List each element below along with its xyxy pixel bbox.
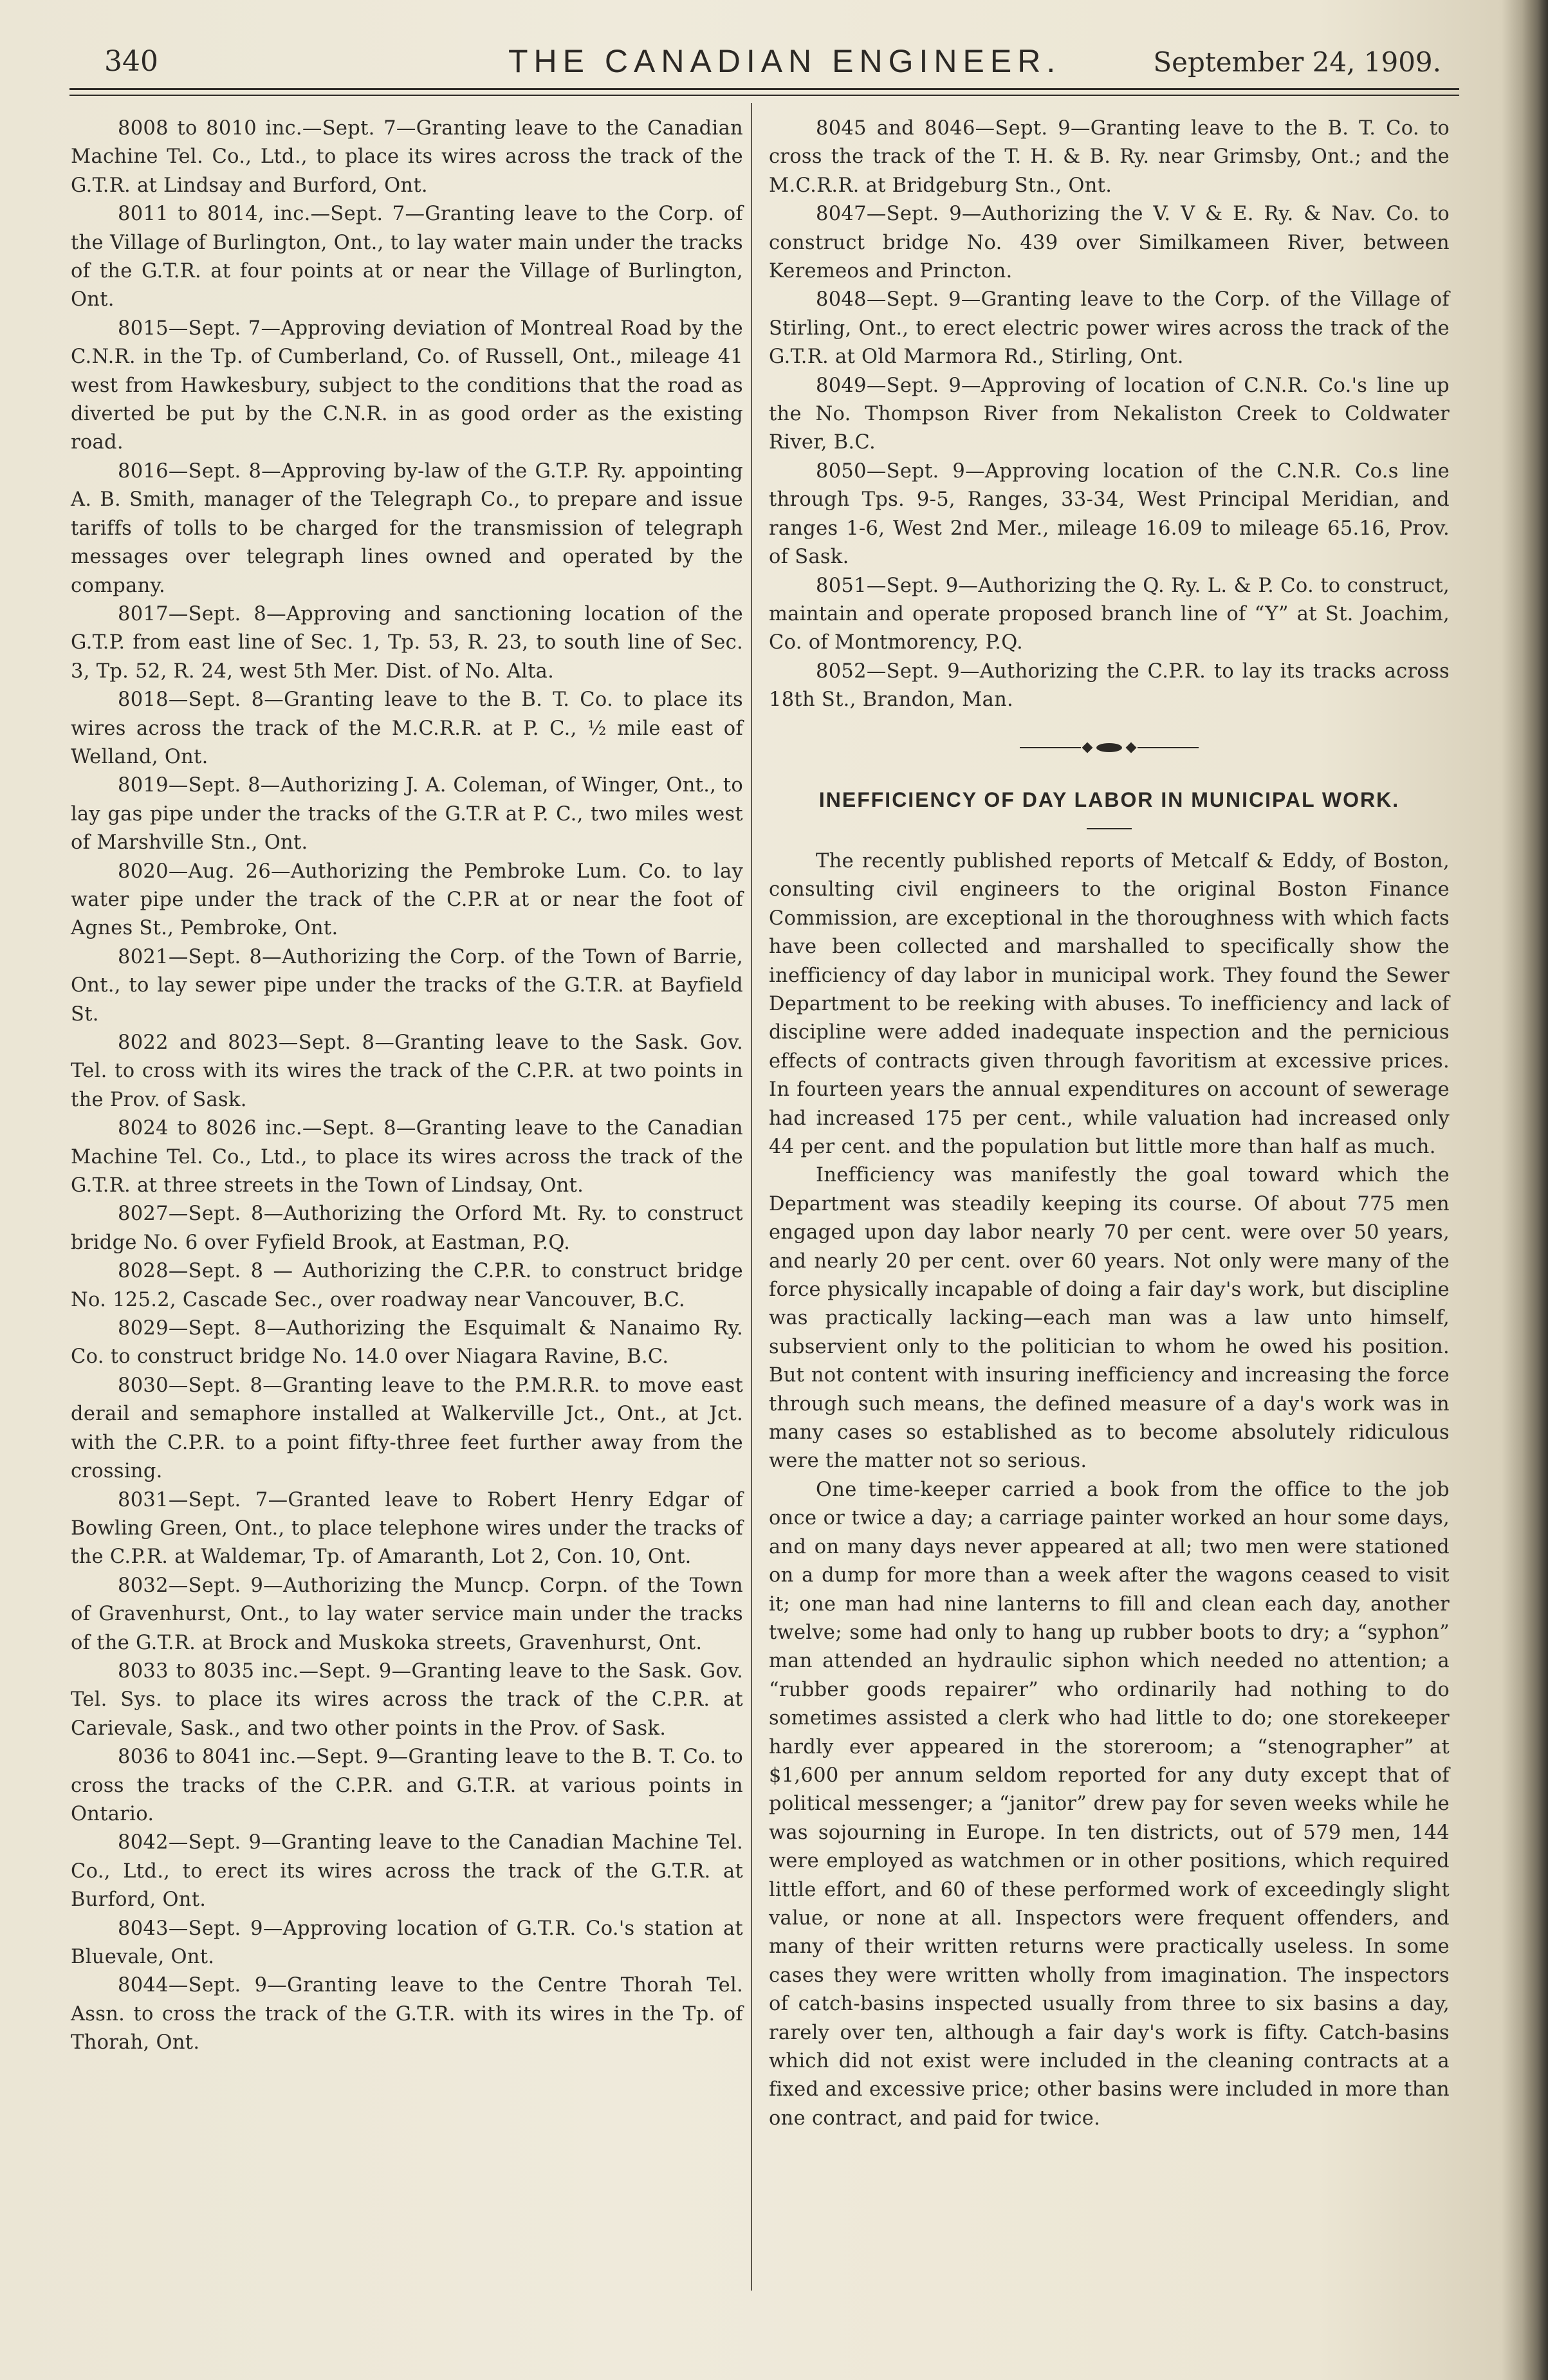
- order-entry: 8018—Sept. 8—Granting leave to the B. T. Co. to place its wires across the track of the M.C.R.R. at P. C., ½ mile east of Welland, Ont.: [71, 688, 743, 768]
- order-entry: 8017—Sept. 8—Approving and sanctioning location of the G.T.P. from east line of Sec. 1, Tp. 53, R. 23, to south line of Sec. 3, Tp. 52, R. 24, west 5th Mer. Dist. of No. Alta.: [71, 602, 743, 683]
- section-ornament: [769, 719, 1450, 777]
- title-rule: [1087, 828, 1132, 829]
- right-column: [769, 115, 1450, 2133]
- order-entry: 8015—Sept. 7—Approving deviation of Montreal Road by the C.N.R. in the Tp. of Cumberland, Co. of Russell, Ont., mileage 41 west from Hawkesbury, subject to the conditions that the road as diverted be put by the C.N.R. in as good order as the existing road.: [71, 317, 743, 454]
- order-entry: 8016—Sept. 8—Approving by-law of the G.T.P. Ry. appointing A. B. Smith, manager of the Telegraph Co., to prepare and issue tariffs of tolls to be charged for the transmission of telegraph messages over telegraph lines owned and operated by the company.: [71, 459, 743, 597]
- order-entry: 8011 to 8014, inc.—Sept. 7—Granting leave to the Corp. of the Village of Burlington, Ont., to lay water main under the tracks of the G.T.R. at four points at or near the Village of Burlington, Ont.: [71, 203, 743, 311]
- header-rule-bottom: [69, 95, 1459, 96]
- article-paragraph: One time-keeper carried a book from the office to the job once or twice a day; a carriage painter worked an hour some days, and on many days never appeared at all; two men were stationed on a dump for more than a week after the wagons ceased to visit it; one man had nine lanterns to fill and clean each day, another twelve; some had only to hang up rubber boots to dry; a “syphon” man attended an hydraulic siphon which needed no attention; a “rubber goods repairer” who ordinarily had nothing to do sometimes assisted a clerk who had little to do; one storekeeper hardly ever appeared in the storeroom; a “stenographer” at $1,600 per annum seldom reported for any duty except that of political messenger; a “janitor” drew pay for seven weeks while he was sojourning in Europe. In ten districts, out of 579 men, 144 were employed as watchmen or in other positions, which required little effort, and 60 of these performed work of exceedingly slight value, or none at all. Inspectors were frequent offenders, and many of their written returns were practically useless. In some cases they were written wholly from imagination. The inspectors of catch-basins inspected usually from three to six basins a day, rarely over ten, although a fair day's work is fifty. Catch-basins which did not exist were included in the cleaning contracts at a fixed and excessive price; other basins were included in more than one contract, and paid for twice.: [769, 1478, 1450, 2130]
- order-entry: 8020—Aug. 26—Authorizing the Pembroke Lum. Co. to lay water pipe under the track of the C.P.R at or near the foot of Agnes St., Pembroke, Ont.: [71, 860, 743, 940]
- article-title: INEFFICIENCY OF DAY LABOR IN MUNICIPAL WORK.: [818, 788, 1400, 811]
- left-column: [71, 115, 743, 2058]
- order-entry: 8043—Sept. 9—Approving location of G.T.R. Co.'s station at Bluevale, Ont.: [71, 1917, 743, 1968]
- order-entry: 8048—Sept. 9—Granting leave to the Corp. of the Village of Stirling, Ont., to erect electric power wires across the track of the G.T.R. at Old Marmora Rd., Stirling, Ont.: [769, 288, 1450, 369]
- order-entry: 8033 to 8035 inc.—Sept. 9—Granting leave to the Sask. Gov. Tel. Sys. to place its wires across the track of the C.P.R. at Carievale, Sask., and two other points in the Prov. of Sask.: [71, 1659, 743, 1740]
- article-body: [769, 847, 1450, 2133]
- order-entry: 8008 to 8010 inc.—Sept. 7—Granting leave to the Canadian Machine Tel. Co., Ltd., to place its wires across the track of the G.T.R. at Lindsay and Burford, Ont.: [71, 117, 743, 197]
- order-entry: 8050—Sept. 9—Approving location of the C.N.R. Co.s line through Tps. 9-5, Ranges, 33-34, West Principal Meridian, and ranges 1-6, West 2nd Mer., mileage 16.09 to mileage 65.16, Prov. of Sask.: [769, 459, 1450, 569]
- order-entry: 8049—Sept. 9—Approving of location of C.N.R. Co.'s line up the No. Thompson River from Nekaliston Creek to Coldwater River, B.C.: [769, 374, 1450, 454]
- order-entry: 8022 and 8023—Sept. 8—Granting leave to the Sask. Gov. Tel. to cross with its wires the track of the C.P.R. at two points in the Prov. of Sask.: [71, 1031, 743, 1111]
- column-divider: [751, 103, 752, 2291]
- order-entry: 8019—Sept. 8—Authorizing J. A. Coleman, of Winger, Ont., to lay gas pipe under the tracks of the G.T.R at P. C., two miles west of Marshville Stn., Ont.: [71, 774, 743, 854]
- order-entry: 8030—Sept. 8—Granting leave to the P.M.R.R. to move east derail and semaphore installed at Walkerville Jct., Ont., at Jct. with the C.P.R. to a point fifty-three feet further away from the crossing.: [71, 1374, 743, 1483]
- order-entry: 8031—Sept. 7—Granted leave to Robert Henry Edgar of Bowling Green, Ont., to place telephone wires under the tracks of the C.P.R. at Waldemar, Tp. of Amaranth, Lot 2, Con. 10, Ont.: [71, 1488, 743, 1569]
- header-rule-top: [69, 88, 1459, 90]
- order-entry: 8036 to 8041 inc.—Sept. 9—Granting leave to the B. T. Co. to cross the tracks of the C.P.R. and G.T.R. at various points in Ontario.: [71, 1746, 743, 1825]
- page-number: 340: [104, 45, 158, 78]
- article-paragraph: Inefficiency was manifestly the goal toward which the Department was steadily keeping its course. Of about 775 men engaged upon day labor nearly 70 per cent. were over 50 years, and nearly 20 per cent. over 60 years. Not only were many of the force physically incapable of doing a fair day's work, but discipline was practically lacking—each man was a law unto himself, subservient only to the politician to whom he owed his position. But not content with insuring inefficiency and increasing the force through such means, the defined measure of a day's work was in many cases so established as to become absolutely ridiculous were the matter not so serious.: [769, 1164, 1450, 1473]
- order-entry: 8042—Sept. 9—Granting leave to the Canadian Machine Tel. Co., Ltd., to erect its wires across the track of the G.T.R. at Burford, Ont.: [71, 1831, 743, 1912]
- order-entry: 8045 and 8046—Sept. 9—Granting leave to the B. T. Co. to cross the track of the T. H. & B. Ry. near Grimsby, Ont.; and the M.C.R.R. at Bridgeburg Stn., Ont.: [769, 117, 1450, 197]
- order-entry: 8021—Sept. 8—Authorizing the Corp. of the Town of Barrie, Ont., to lay sewer pipe under the tracks of the G.T.R. at Bayfield St.: [71, 945, 743, 1026]
- order-entry: 8028—Sept. 8 — Authorizing the C.P.R. to construct bridge No. 125.2, Cascade Sec., over roadway near Vancouver, B.C.: [71, 1260, 743, 1311]
- order-entry: 8024 to 8026 inc.—Sept. 8—Granting leave to the Canadian Machine Tel. Co., Ltd., to place its wires across the track of the G.T.R. at three streets in the Town of Lindsay, Ont.: [71, 1117, 743, 1197]
- order-entry: 8027—Sept. 8—Authorizing the Orford Mt. Ry. to construct bridge No. 6 over Fyfield Brook, at Eastman, P.Q.: [71, 1203, 743, 1254]
- article-paragraph: The recently published reports of Metcalf & Eddy, of Boston, consulting civil engineers to the original Boston Finance Commission, are exceptional in the thoroughness with which facts have been collected and marshalled to specifically show the inefficiency of day labor in municipal work. They found the Sewer Department to be reeking with abuses. To inefficiency and lack of discipline were added inadequate inspection and the pernicious effects of contracts given through favoritism at excessive prices. In fourteen years the annual expenditures on account of sewerage had increased 175 per cent., while valuation had increased only 44 per cent. and the population but little more than half as much.: [769, 849, 1450, 1158]
- journal-title: THE CANADIAN ENGINEER.: [508, 43, 1062, 79]
- order-entry: 8052—Sept. 9—Authorizing the C.P.R. to lay its tracks across 18th St., Brandon, Man.: [769, 660, 1450, 712]
- issue-date: September 24, 1909.: [1153, 46, 1441, 78]
- order-entry: 8044—Sept. 9—Granting leave to the Centre Thorah Tel. Assn. to cross the track of the G.T.R. with its wires in the Tp. of Thorah, Ont.: [71, 1974, 743, 2054]
- order-entry: 8032—Sept. 9—Authorizing the Muncp. Corpn. of the Town of Gravenhurst, Ont., to lay water service main under the tracks of the G.T.R. at Brock and Muskoka streets, Gravenhurst, Ont.: [71, 1574, 743, 1654]
- order-entry: 8051—Sept. 9—Authorizing the Q. Ry. L. & P. Co. to construct, maintain and operate proposed branch line of “Y” at St. Joachim, Co. of Montmorency, P.Q.: [769, 574, 1450, 654]
- order-entry: 8047—Sept. 9—Authorizing the V. V & E. Ry. & Nav. Co. to construct bridge No. 439 over Similkameen River, between Keremeos and Princton.: [769, 203, 1450, 283]
- order-entry: 8029—Sept. 8—Authorizing the Esquimalt & Nanaimo Ry. Co. to construct bridge No. 14.0 over Niagara Ravine, B.C.: [71, 1317, 743, 1369]
- page-header: [97, 37, 1454, 89]
- page-edge-shadow: [1522, 0, 1548, 2380]
